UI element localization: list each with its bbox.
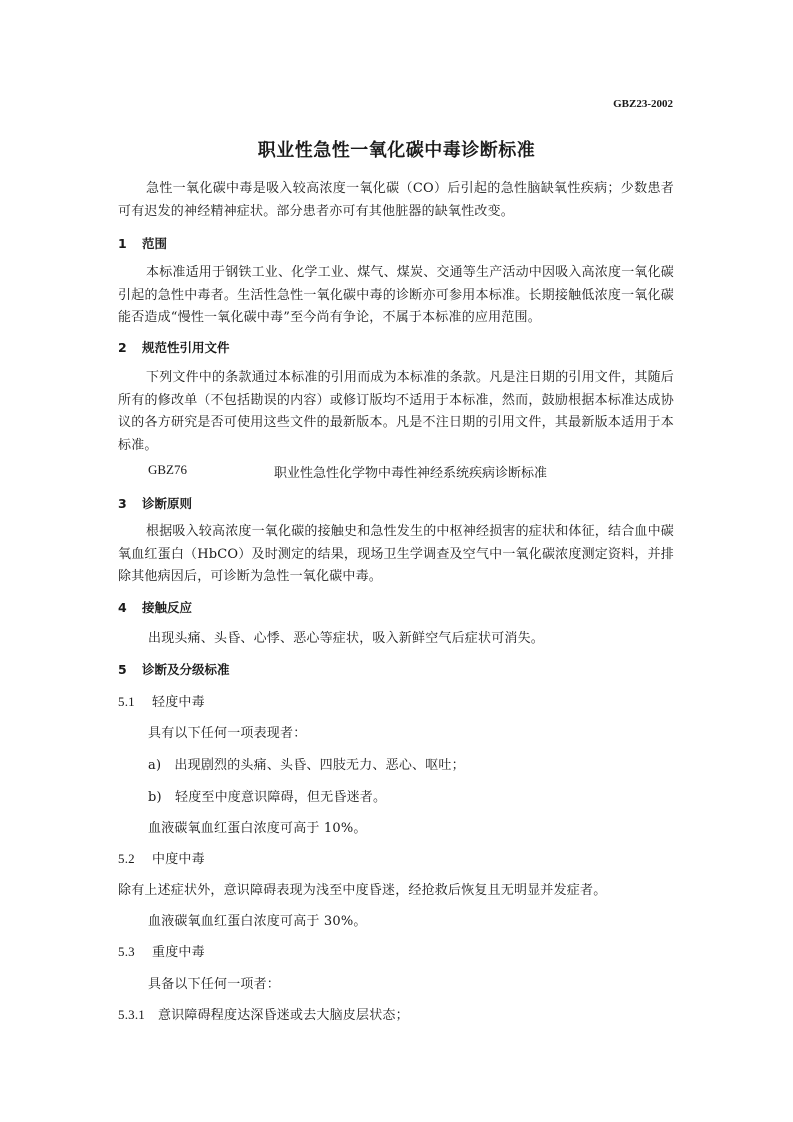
reference-title: 职业性急性化学物中毒性神经系统疾病诊断标准 (274, 466, 548, 481)
reference-code: GBZ76 (148, 462, 187, 477)
subsection-title: 中度中毒 (152, 852, 205, 867)
subsection-number: 5.3 (118, 944, 135, 959)
section-3-heading (118, 494, 192, 512)
section-number: 4 (118, 600, 127, 615)
subsection-5-1-heading (118, 691, 205, 710)
section-1-body: 本标准适用于钢铁工业、化学工业、煤气、煤炭、交通等生产活动中因吸入高浓度一氧化碳引起的急性中毒者。生活性急性一氧化碳中毒的诊断亦可参用本标准。长期接触低浓度一氧化碳能否造成“慢性一氧化碳中毒”至今尚有争论，不属于本标准的应用范围。 (118, 265, 675, 325)
subsection-5-1-note: 血液碳氧血红蛋白浓度可高于 10%。 (148, 821, 367, 836)
subsection-5-3-lead: 具备以下任何一项者： (148, 977, 281, 992)
section-title: 范围 (142, 236, 168, 251)
subsection-5-1-lead: 具有以下任何一项表现者： (148, 726, 307, 741)
page-title: 职业性急性一氧化碳中毒诊断标准 (257, 140, 536, 161)
section-1-heading (118, 234, 167, 252)
section-2-heading (118, 338, 230, 356)
section-number: 2 (118, 340, 127, 355)
section-number: 5 (118, 662, 127, 677)
section-number: 3 (118, 496, 127, 511)
section-title: 诊断及分级标准 (142, 662, 230, 677)
section-4-body: 出现头痛、头昏、心悸、恶心等症状，吸入新鲜空气后症状可消失。 (148, 631, 545, 646)
intro-paragraph: 急性一氧化碳中毒是吸入较高浓度一氧化碳（CO）后引起的急性脑缺氧性疾病；少数患者可有迟发的神经精神症状。部分患者亦可有其他脏器的缺氧性改变。 (118, 181, 674, 219)
list-item-b: b) 轻度至中度意识障碍，但无昏迷者。 (148, 790, 387, 805)
subsection-5-3-heading (118, 941, 205, 960)
section-title: 诊断原则 (142, 496, 193, 511)
subsection-number: 5.3.1 (118, 1007, 145, 1022)
section-2-body: 下列文件中的条款通过本标准的引用而成为本标准的条款。凡是注日期的引用文件，其随后所有的修改单（不包括勘误的内容）或修订版均不适用于本标准，然而，鼓励根据本标准达成协议的各方研究是否可使用这些文件的最新版本。凡是不注日期的引用文件，其最新版本适用于本标准。 (118, 370, 675, 453)
subsection-5-2-note: 血液碳氧血红蛋白浓度可高于 30%。 (148, 914, 367, 929)
section-4-heading (118, 598, 192, 616)
subsection-number: 5.1 (118, 694, 135, 709)
subsection-5-2-heading (118, 848, 205, 867)
subsection-title: 重度中毒 (152, 945, 205, 960)
subsection-5-3-1 (118, 1004, 409, 1023)
subsection-number: 5.2 (118, 851, 135, 866)
section-3-body: 根据吸入较高浓度一氧化碳的接触史和急性发生的中枢神经损害的症状和体征，结合血中碳氧血红蛋白（HbCO）及时测定的结果，现场卫生学调查及空气中一氧化碳浓度测定资料，并排除其他病因后，可诊断为急性一氧化碳中毒。 (118, 524, 675, 584)
subsection-5-2-lead: 除有上述症状外，意识障碍表现为浅至中度昏迷，经抢救后恢复且无明显并发症者。 (118, 883, 607, 898)
list-item-a: a) 出现剧烈的头痛、头昏、四肢无力、恶心、呕吐； (148, 758, 465, 773)
section-5-heading (118, 660, 230, 678)
section-title: 规范性引用文件 (142, 340, 230, 355)
subsection-title: 轻度中毒 (152, 695, 205, 710)
section-title: 接触反应 (142, 600, 193, 615)
standard-code: GBZ23-2002 (613, 98, 673, 110)
subsection-text: 意识障碍程度达深昏迷或去大脑皮层状态； (158, 1008, 409, 1023)
section-number: 1 (118, 236, 127, 251)
